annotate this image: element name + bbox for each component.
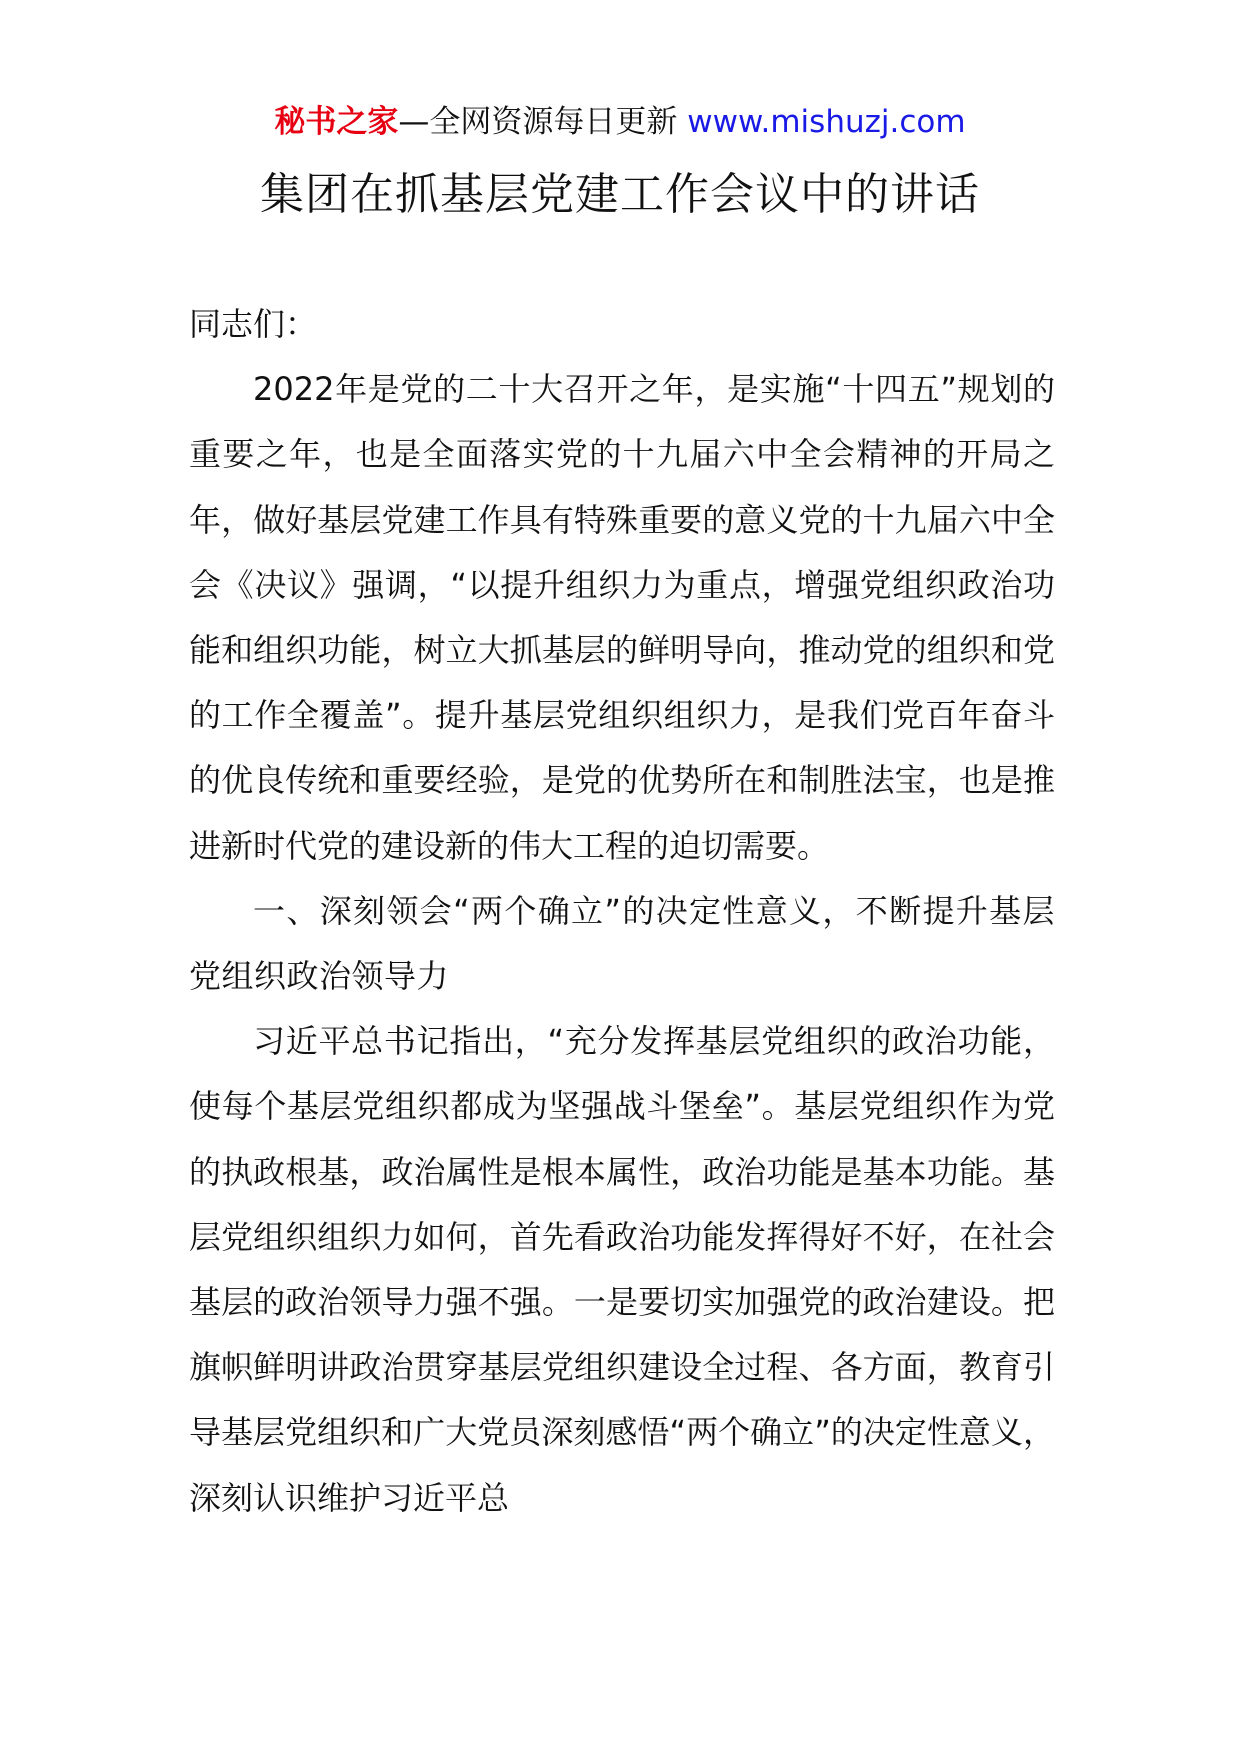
- site-url-link[interactable]: www.mishuzj.com: [687, 104, 966, 140]
- section-heading: 一、深刻领会“两个确立”的决定性意义，不断提升基层党组织政治领导力: [189, 891, 1055, 996]
- body-paragraph: 习近平总书记指出，“充分发挥基层党组织的政治功能，使每个基层党组织都成为坚强战斗堡垒”。基层党组织作为党的执政根基，政治属性是根本属性，政治功能是基本功能。基层党组织组织力如何，首先看政治功能发挥得好不好，在社会基层的政治领导力强不强。一是要切实加强党的政治建设。把旗帜鲜明讲政治贯穿基层党组织建设全过程、各方面，教育引导基层党组织和广大党员深刻感悟“两个确立”的决定性意义，深刻认识维护习近平总: [189, 1022, 1055, 1517]
- brand-name: 秘书之家: [274, 104, 399, 140]
- body-paragraph: 2022年是党的二十大召开之年，是实施“十四五”规划的重要之年，也是全面落实党的十九届六中全会精神的开局之年，做好基层党建工作具有特殊重要的意义党的十九届六中全会《决议》强调，“以提升组织力为重点，增强党组织政治功能和组织功能，树立大抓基层的鲜明导向，推动党的组织和党的工作全覆盖”。提升基层党组织组织力，是我们党百年奋斗的优良传统和重要经验，是党的优势所在和制胜法宝，也是推进新时代党的建设新的伟大工程的迫切需要。: [189, 370, 1055, 865]
- document-body: [189, 292, 1055, 1531]
- site-header: [0, 100, 1240, 144]
- salutation: 同志们：: [189, 305, 318, 343]
- document-title: 集团在抓基层党建工作会议中的讲话: [260, 169, 980, 220]
- header-tagline: —全网资源每日更新: [398, 104, 688, 140]
